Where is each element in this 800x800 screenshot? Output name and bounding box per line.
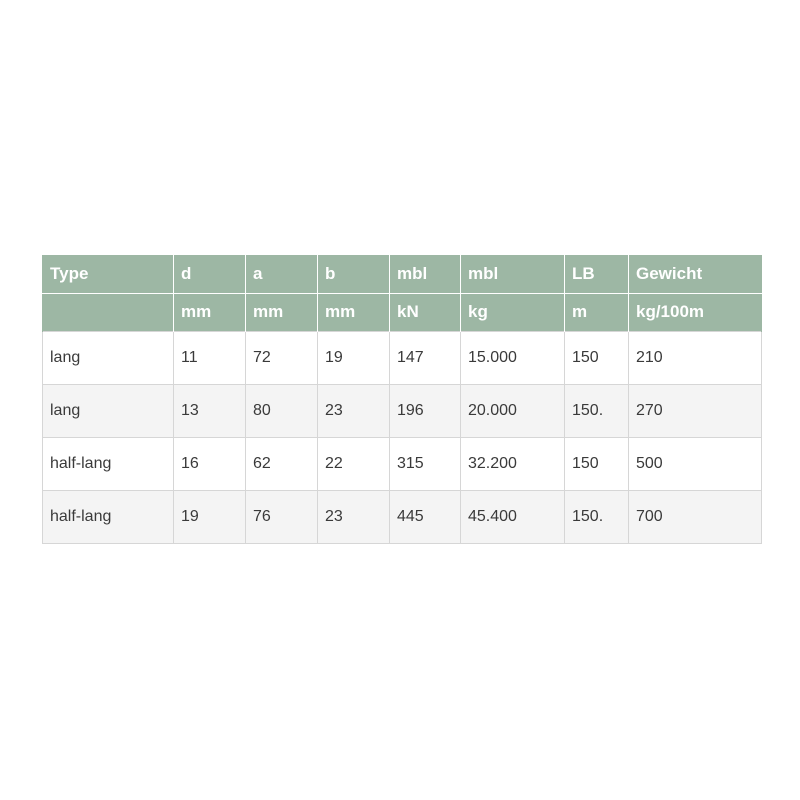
table-row [43, 490, 762, 543]
table-row [43, 331, 762, 384]
table-header [43, 255, 762, 331]
table-row [43, 437, 762, 490]
cell-type: lang [43, 384, 174, 437]
cell-d: 13 [174, 384, 246, 437]
header-a: a [246, 255, 318, 293]
cell-b: 23 [318, 490, 390, 543]
cell-gewicht: 210 [629, 331, 762, 384]
header-type: Type [43, 255, 174, 293]
spec-table [42, 255, 762, 544]
cell-mbl-kn: 147 [390, 331, 461, 384]
cell-a: 62 [246, 437, 318, 490]
cell-d: 19 [174, 490, 246, 543]
unit-type [43, 293, 174, 331]
cell-mbl-kn: 445 [390, 490, 461, 543]
cell-gewicht: 500 [629, 437, 762, 490]
cell-lb: 150. [565, 490, 629, 543]
cell-b: 23 [318, 384, 390, 437]
header-row-units [43, 293, 762, 331]
cell-gewicht: 270 [629, 384, 762, 437]
unit-b: mm [318, 293, 390, 331]
cell-mbl-kg: 20.000 [461, 384, 565, 437]
header-lb: LB [565, 255, 629, 293]
header-d: d [174, 255, 246, 293]
cell-type: half-lang [43, 490, 174, 543]
cell-lb: 150 [565, 331, 629, 384]
header-mbl-kg: mbl [461, 255, 565, 293]
unit-d: mm [174, 293, 246, 331]
cell-type: lang [43, 331, 174, 384]
unit-lb: m [565, 293, 629, 331]
header-gewicht: Gewicht [629, 255, 762, 293]
unit-a: mm [246, 293, 318, 331]
cell-type: half-lang [43, 437, 174, 490]
cell-mbl-kn: 196 [390, 384, 461, 437]
header-row-labels [43, 255, 762, 293]
unit-mbl-kn: kN [390, 293, 461, 331]
cell-a: 72 [246, 331, 318, 384]
table-body [43, 331, 762, 543]
cell-d: 11 [174, 331, 246, 384]
cell-b: 22 [318, 437, 390, 490]
cell-a: 80 [246, 384, 318, 437]
cell-b: 19 [318, 331, 390, 384]
unit-gewicht: kg/100m [629, 293, 762, 331]
cell-lb: 150. [565, 384, 629, 437]
cell-mbl-kg: 15.000 [461, 331, 565, 384]
table-row [43, 384, 762, 437]
cell-mbl-kn: 315 [390, 437, 461, 490]
cell-gewicht: 700 [629, 490, 762, 543]
header-b: b [318, 255, 390, 293]
cell-d: 16 [174, 437, 246, 490]
cell-lb: 150 [565, 437, 629, 490]
cell-mbl-kg: 45.400 [461, 490, 565, 543]
unit-mbl-kg: kg [461, 293, 565, 331]
header-mbl-kn: mbl [390, 255, 461, 293]
cell-a: 76 [246, 490, 318, 543]
cell-mbl-kg: 32.200 [461, 437, 565, 490]
